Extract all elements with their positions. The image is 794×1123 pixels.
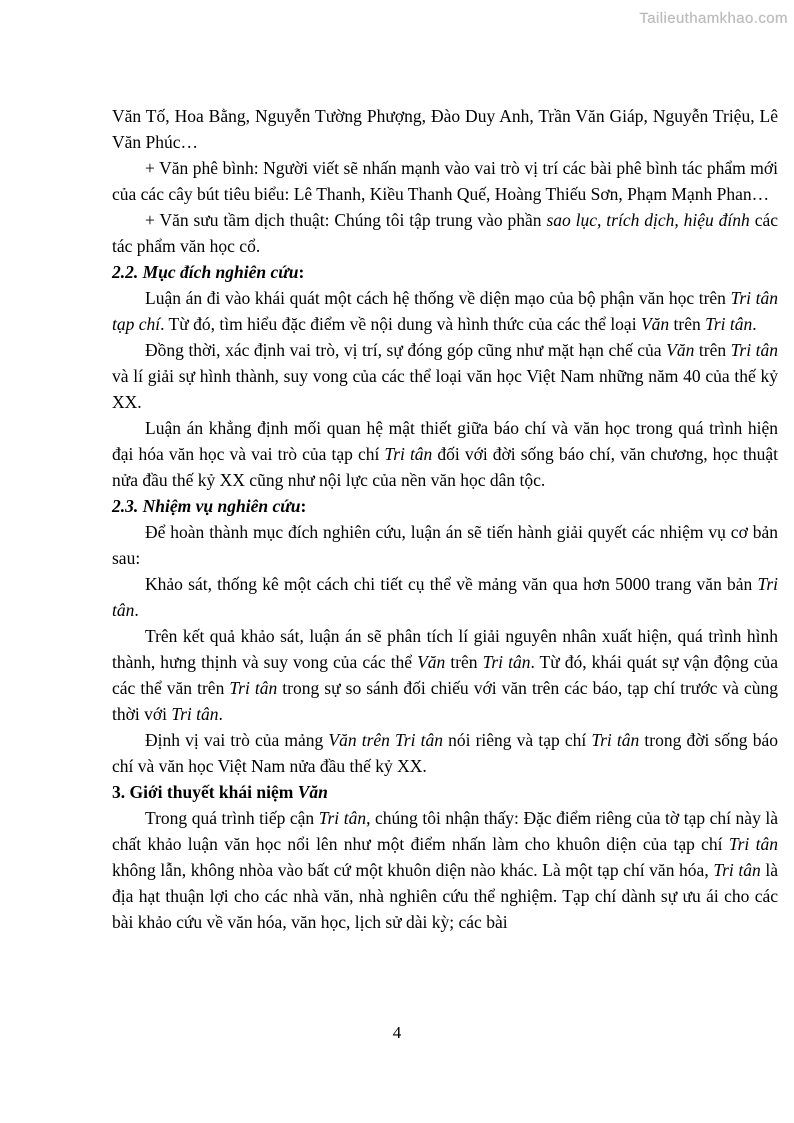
paragraph: [112, 623, 778, 727]
paragraph: [112, 207, 778, 259]
text-run: Tri tân: [318, 808, 367, 828]
text-run: Tri tân: [713, 860, 761, 880]
text-run: Tri tân: [229, 678, 278, 698]
paragraph: [112, 103, 778, 155]
page-number: 4: [392, 1023, 402, 1042]
paragraph: [112, 571, 778, 623]
text-run: nói riêng và tạp chí: [442, 730, 592, 750]
text-run: trên: [694, 340, 731, 360]
text-run: Định vị vai trò của mảng: [145, 730, 329, 750]
text-run: Tri tân: [482, 652, 531, 672]
text-run: Văn: [417, 652, 446, 672]
text-run: Văn: [666, 340, 695, 360]
paragraph: [112, 805, 778, 935]
text-run: là địa hạt thuận lợi cho các nhà văn, nhà nghiên cứu thể nghiệm. Tạp chí dành sự ưu ái cho các bài khảo cứu về văn hóa, văn học, lịch sử dài kỳ; các bài: [112, 860, 778, 932]
text-run: Tri tân: [728, 834, 778, 854]
paragraph: [112, 415, 778, 493]
text-run: Tri tân: [171, 704, 219, 724]
text-run: + Văn sưu tầm dịch thuật: Chúng tôi tập trung vào phần: [145, 210, 547, 230]
paragraph: [112, 155, 778, 207]
text-run: 2.2. Mục đích nghiên cứu: [112, 262, 299, 282]
text-run: đối với đời sống báo chí, văn chương, học thuật nửa đầu thế kỷ XX cũng như nội lực của nền văn học dân tộc.: [112, 444, 778, 490]
section-heading: [112, 779, 778, 805]
text-run: Tri tân: [705, 314, 753, 334]
watermark: Tailieuthamkhao.com: [639, 10, 788, 27]
section-heading: [112, 493, 778, 519]
paragraph: [112, 285, 778, 337]
text-run: Tri tân: [384, 444, 433, 464]
paragraph: [112, 519, 778, 571]
text-run: Đồng thời, xác định vai trò, vị trí, sự đóng góp cũng như mặt hạn chế của: [145, 340, 667, 360]
text-run: Trong quá trình tiếp cận: [145, 808, 319, 828]
text-run: Tri tân: [730, 340, 778, 360]
text-run: 3. Giới thuyết khái niệm: [112, 782, 298, 802]
text-run: 2.3. Nhiệm vụ nghiên cứu: [112, 496, 301, 516]
text-run: Luận án khẳng định mối quan hệ mật thiết giữa báo chí và văn học trong quá trình hiện đại hóa văn học và vai trò của tạp chí: [112, 418, 778, 464]
text-run: sao lục, trích dịch, hiệu đính: [546, 210, 750, 230]
text-run: các tác phẩm văn học cổ.: [112, 210, 778, 256]
text-run: + Văn phê bình: Người viết sẽ nhấn mạnh vào vai trò vị trí các bài phê bình tác phẩm mới của các cây bút tiêu biểu: Lê Thanh, Kiều Thanh Quế, Hoàng Thiếu Sơn, Phạm Mạnh Phan…: [112, 158, 778, 204]
paragraph: [112, 337, 778, 415]
text-run: Luận án đi vào khái quát một cách hệ thống về diện mạo của bộ phận văn học trên: [145, 288, 731, 308]
text-run: không lẫn, không nhòa vào bất cứ một khuôn diện nào khác. Là một tạp chí văn hóa,: [112, 860, 714, 880]
text-run: .: [134, 600, 139, 620]
text-run: và lí giải sự hình thành, suy vong của các thể loại văn học Việt Nam những năm 40 của thế kỷ XX.: [112, 366, 778, 412]
text-run: Văn trên Tri tân: [328, 730, 443, 750]
text-run: . Từ đó, khái quát sự vận động của các thể văn trên: [112, 652, 778, 698]
text-run: Khảo sát, thống kê một cách chi tiết cụ thể về mảng văn qua hơn 5000 trang văn bản: [145, 574, 758, 594]
text-run: , chúng tôi nhận thấy: Đặc điểm riêng của tờ tạp chí này là chất khảo luận văn học nổi lên như một điểm nhấn làm cho khuôn diện của tạp chí: [112, 808, 778, 854]
text-run: trong đời sống báo chí và văn học Việt Nam nửa đầu thế kỷ XX.: [112, 730, 778, 776]
text-run: Để hoàn thành mục đích nghiên cứu, luận án sẽ tiến hành giải quyết các nhiệm vụ cơ bản sau:: [112, 522, 778, 568]
text-run: Tri tân: [591, 730, 640, 750]
text-run: trên: [669, 314, 706, 334]
text-run: Văn: [640, 314, 670, 334]
text-run: Tri tân tạp chí: [112, 288, 778, 334]
text-run: Tri tân: [112, 574, 778, 620]
text-run: Văn: [297, 782, 328, 802]
document-body: [112, 103, 778, 935]
paragraph: [112, 727, 778, 779]
section-heading: [112, 259, 778, 285]
text-run: trên: [445, 652, 483, 672]
text-run: . Từ đó, tìm hiểu đặc điểm về nội dung và hình thức của các thể loại: [160, 314, 641, 334]
text-run: Văn Tố, Hoa Bằng, Nguyễn Tường Phượng, Đào Duy Anh, Trần Văn Giáp, Nguyễn Triệu, Lê Văn Phúc…: [112, 106, 778, 152]
text-run: .: [218, 704, 223, 724]
text-run: Trên kết quả khảo sát, luận án sẽ phân tích lí giải nguyên nhân xuất hiện, quá trình hình thành, hưng thịnh và suy vong của các thể: [112, 626, 778, 672]
text-run: .: [752, 314, 757, 334]
text-run: :: [300, 496, 307, 516]
text-run: :: [298, 262, 305, 282]
text-run: trong sự so sánh đối chiếu với văn trên các báo, tạp chí trước và cùng thời với: [112, 678, 778, 724]
